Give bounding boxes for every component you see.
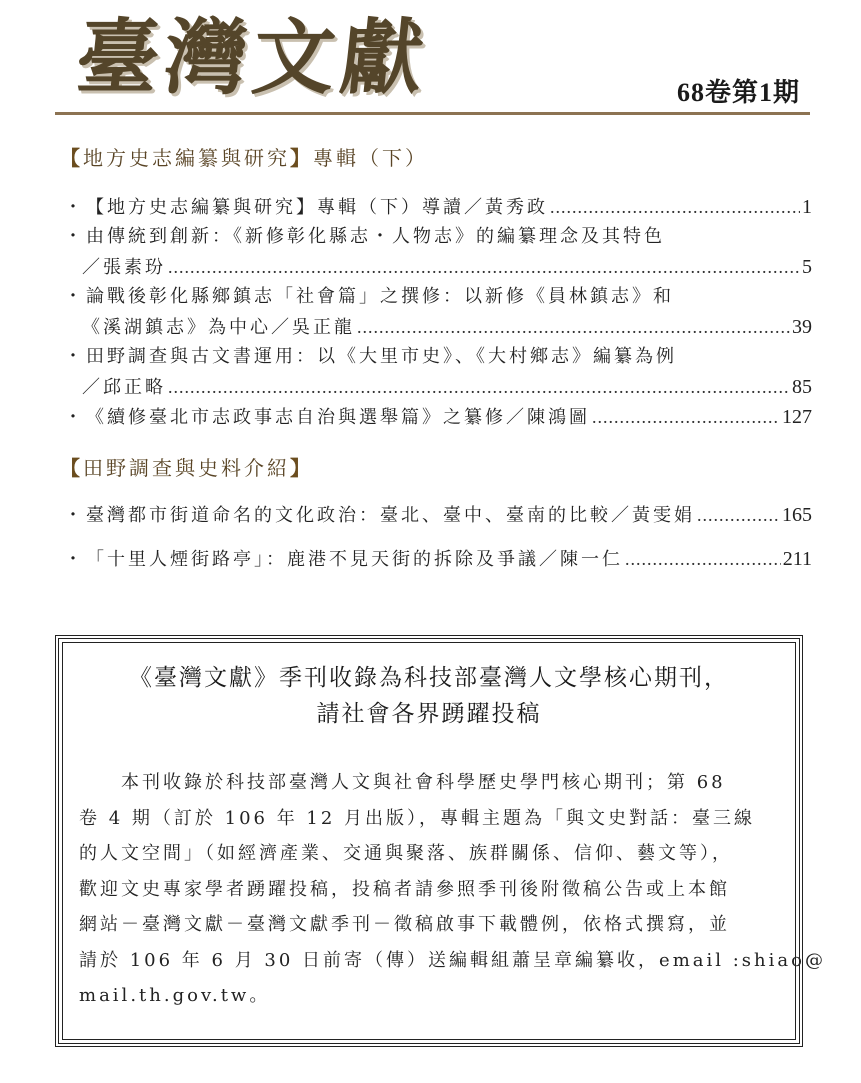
- section-heading-local-history: [60, 142, 428, 171]
- bullet: ・: [64, 407, 82, 428]
- toc-entry-title: 論戰後彰化縣鄉鎮志「社會篇」之撰修：以新修《員林鎮志》和: [86, 286, 674, 307]
- toc-entry-title: 田野調查與古文書運用：以《大里市史》、《大村鄉志》編纂為例: [86, 346, 677, 367]
- notice-body-line: 卷 4 期（訂於 106 年 12 月出版），專輯主題為「與文史對話：臺三線: [79, 807, 756, 829]
- toc-entry-author: 《溪湖鎮志》為中心／吳正龍: [82, 317, 355, 338]
- toc-entry-title: 「十里人煙街路亭」：鹿港不見天街的拆除及爭議／陳一仁: [86, 549, 623, 570]
- toc-entry[interactable]: [60, 544, 812, 574]
- issue-number: 68卷第1期: [676, 78, 800, 107]
- dot-leader: [550, 192, 800, 222]
- bullet: ・: [64, 505, 82, 526]
- toc-entry-continuation[interactable]: [60, 372, 812, 402]
- toc-entry-title: 《續修臺北市志政事志自治與選舉篇》之纂修／陳鴻圖: [86, 407, 590, 428]
- dot-leader: [592, 402, 780, 432]
- notice-title-line1: 《臺灣文獻》季刊收錄為科技部臺灣人文學核心期刊，: [129, 665, 729, 691]
- toc-section-local-history: [60, 192, 812, 432]
- dot-leader: [625, 544, 781, 574]
- toc-entry-title: 【地方史志編纂與研究】專輯（下）導讀／黃秀政: [86, 197, 548, 218]
- toc-page-number: 165: [782, 504, 812, 526]
- dot-leader: [168, 252, 800, 282]
- notice-body-line: 請於 106 年 6 月 30 日前寄（傳）送編輯組蕭呈章編纂收，email :shiao@: [79, 949, 826, 971]
- notice-title-line2: 請社會各界踴躍投稿: [316, 701, 542, 727]
- heading-text: 地方史志編纂與研究: [83, 146, 290, 170]
- toc-section-field-survey: [60, 500, 812, 574]
- toc-entry[interactable]: [60, 500, 812, 530]
- bullet: ・: [64, 346, 82, 367]
- bullet: ・: [64, 549, 82, 570]
- heading-bracket-close: 】: [290, 456, 313, 480]
- heading-bracket-close: 】: [290, 146, 313, 170]
- toc-entry[interactable]: [60, 192, 812, 222]
- notice-body-line: mail.th.gov.tw。: [79, 985, 271, 1006]
- heading-bracket-open: 【: [60, 146, 83, 170]
- section-heading-field-survey: [60, 452, 313, 481]
- masthead: [55, 0, 810, 114]
- toc-entry-author: ／張素玢: [82, 257, 166, 278]
- notice-body-line: 網站－臺灣文獻－臺灣文獻季刊－徵稿啟事下載體例，依格式撰寫，並: [79, 914, 730, 935]
- toc-page-number: 211: [782, 548, 812, 570]
- toc-page-number: 127: [782, 406, 812, 428]
- toc-page-number: 85: [792, 376, 812, 398]
- toc-entry[interactable]: [60, 402, 812, 432]
- toc-entry[interactable]: [60, 282, 812, 312]
- notice-body: [79, 765, 826, 1014]
- dot-leader: [168, 372, 790, 402]
- toc-entry-author: ／邱正略: [82, 377, 166, 398]
- toc-page-number: 39: [792, 316, 812, 338]
- toc-entry-continuation[interactable]: [60, 312, 812, 342]
- header-divider: [55, 112, 810, 115]
- heading-text: 田野調查與史料介紹: [83, 456, 290, 480]
- heading-bracket-open: 【: [60, 456, 83, 480]
- bullet: ・: [64, 226, 82, 247]
- toc-entry[interactable]: [60, 222, 812, 252]
- toc-entry-title: 由傳統到創新：《新修彰化縣志・人物志》的編纂理念及其特色: [86, 226, 665, 247]
- notice-body-line: 歡迎文史專家學者踴躍投稿，投稿者請參照季刊後附徵稿公告或上本館: [79, 878, 730, 900]
- call-for-papers-notice: [55, 635, 826, 1047]
- journal-logo: 臺灣文獻: [71, 10, 435, 106]
- bullet: ・: [64, 197, 82, 218]
- heading-suffix: 專輯（下）: [313, 146, 428, 170]
- dot-leader: [697, 500, 780, 530]
- dot-leader: [357, 312, 790, 342]
- toc-entry[interactable]: [60, 342, 812, 372]
- bullet: ・: [64, 286, 82, 307]
- toc-page-number: 1: [802, 196, 812, 218]
- toc-entry-title: 臺灣都市街道命名的文化政治：臺北、臺中、臺南的比較／黃雯娟: [86, 505, 695, 526]
- notice-body-line: 的人文空間」（如經濟產業、交通與聚落、族群關係、信仰、藝文等），: [79, 843, 733, 864]
- notice-body-line: 本刊收錄於科技部臺灣人文與社會科學歷史學門核心期刊；第 68: [79, 772, 726, 793]
- toc-entry-continuation[interactable]: [60, 252, 812, 282]
- toc-page-number: 5: [802, 256, 812, 278]
